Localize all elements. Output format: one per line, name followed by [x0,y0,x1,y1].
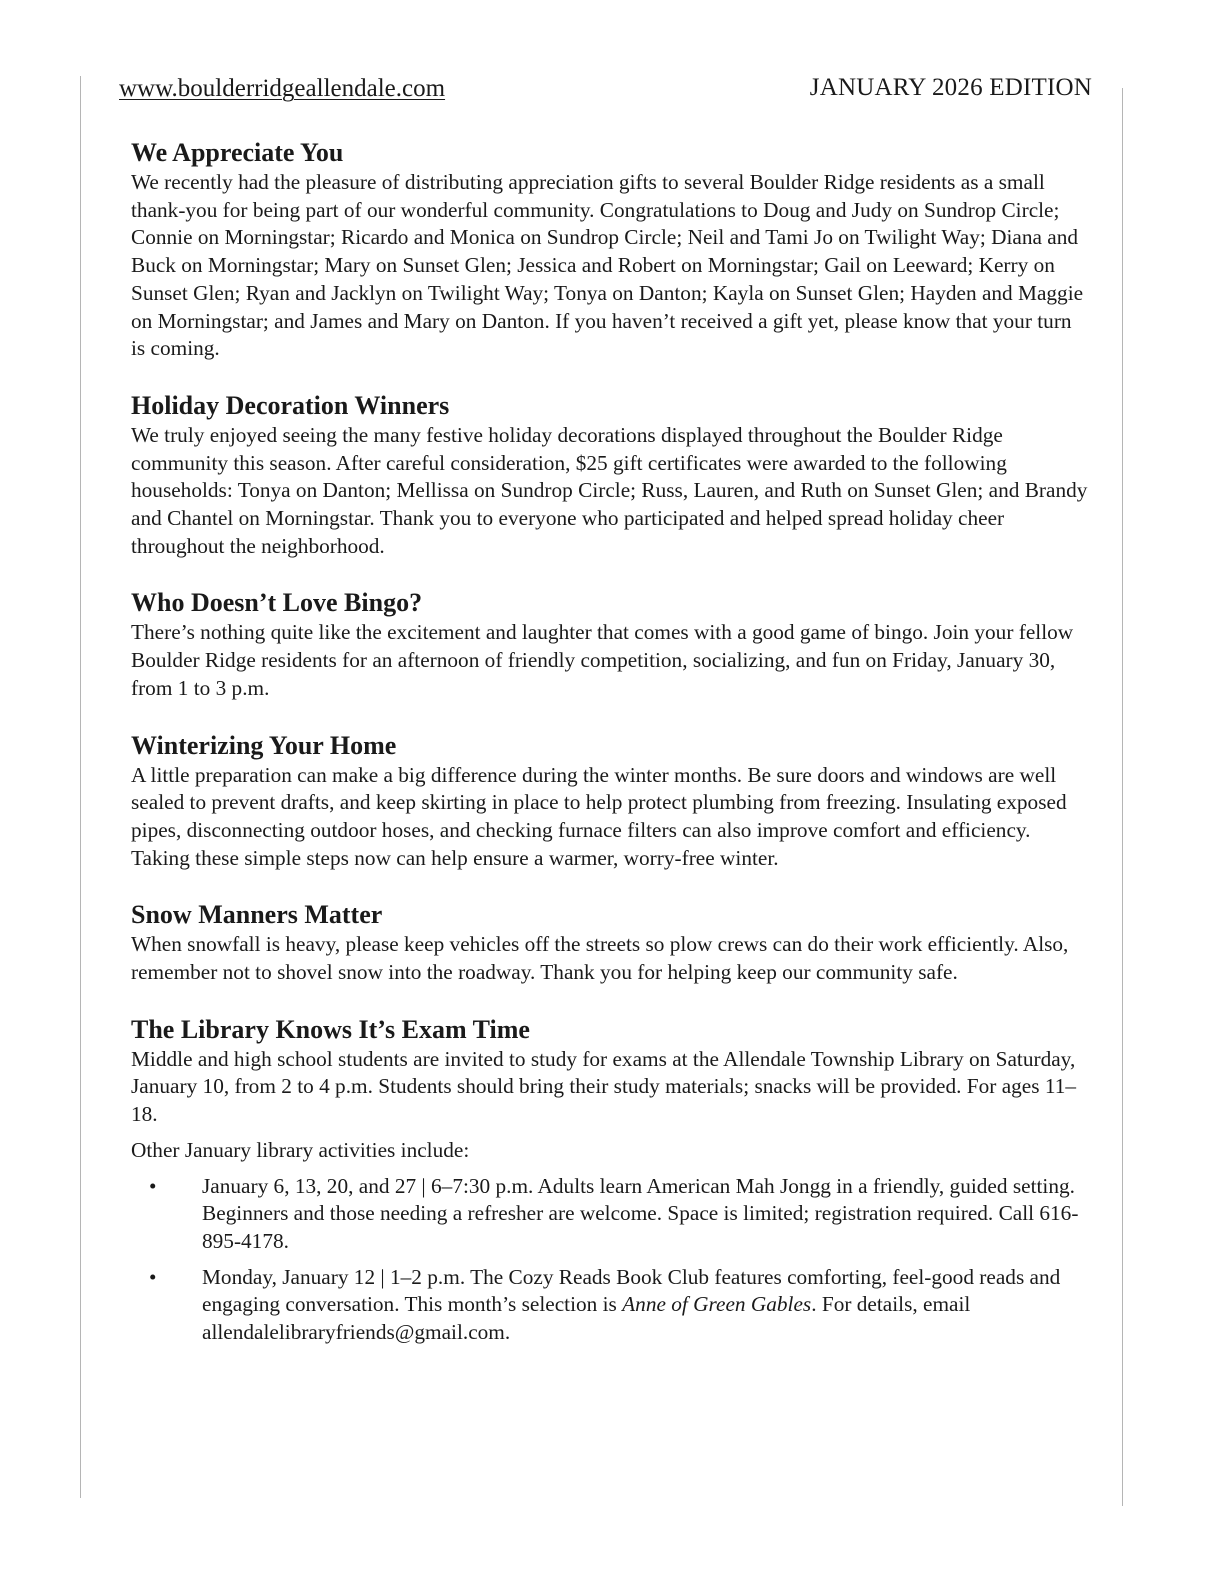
section-body: There’s nothing quite like the excitement and laughter that comes with a good game of bingo. Join your fellow Boulder Ridge residents for an afternoon of friendly competition, socializing, and fun on Friday, January 30, from 1 to 3 p.m. [131,620,1074,700]
section-library-exam-time [131,1013,1091,1347]
left-margin-rule [80,76,81,1498]
edition-label: JANUARY 2026 EDITION [809,74,1092,101]
section-title: Who Doesn’t Love Bingo? [131,588,423,618]
section-title: Holiday Decoration Winners [131,390,450,420]
section-title: The Library Knows It’s Exam Time [131,1014,530,1044]
list-item-mah-jongg [131,1173,1091,1256]
section-holiday-decoration-winners [131,389,1091,561]
section-body: We recently had the pleasure of distributing appreciation gifts to several Boulder Ridge residents as a small thank-you for being part of our wonderful community. Congratulations to Doug and Judy on Sundrop Circle; Connie on Morningstar; Ricardo and Monica on Sundrop Circle; Neil and Tami Jo on Twilight Way; Diana and Buck on Morningstar; Mary on Sunset Glen; Jessica and Robert on Morningstar; Gail on Leeward; Kerry on Sunset Glen; Ryan and Jacklyn on Twilight Way; Tonya on Danton; Kayla on Sunset Glen; Hayden and Maggie on Morningstar; and James and Mary on Danton. If you haven’t received a gift yet, please know that your turn is coming. [131,170,1084,361]
section-title: Winterizing Your Home [131,730,397,760]
right-margin-rule [1122,88,1123,1506]
section-title: Snow Manners Matter [131,900,383,930]
book-title: Anne of Green Gables [622,1292,812,1317]
section-snow-manners [131,898,1091,986]
list-item-text: January 6, 13, 20, and 27 | 6–7:30 p.m. Adults learn American Mah Jongg in a friendly, guided setting. Beginners and those needing a refresher are welcome. Space is limited; registration required. Call 616-895-4178. [202,1173,1079,1253]
list-item-text: Monday, January 12 | 1–2 p.m. The Cozy Reads Book Club features comforting, feel-good reads and engaging conversation. This month’s selection is [202,1264,1061,1317]
section-bingo [131,586,1091,702]
section-we-appreciate-you [131,136,1091,363]
library-activities-list [131,1173,1091,1347]
bullet-icon: • [149,1173,157,1198]
section-body: We truly enjoyed seeing the many festive holiday decorations displayed throughout the Boulder Ridge community this season. After careful consideration, $25 gift certificates were awarded to the following households: Tonya on Danton; Mellissa on Sundrop Circle; Russ, Lauren, and Ruth on Sunset Glen; and Brandy and Chantel on Morningstar. Thank you to everyone who participated and helped spread holiday cheer throughout the neighborhood. [131,422,1088,558]
section-title: We Appreciate You [131,138,344,167]
section-body: A little preparation can make a big difference during the winter months. Be sure doors and windows are well sealed to prevent drafts, and keep skirting in place to help protect plumbing from freezing. Insulating exposed pipes, disconnecting outdoor hoses, and checking furnace filters can also improve comfort and efficiency. Taking these simple steps now can help ensure a warmer, worry-free winter. [131,762,1067,870]
site-url-link[interactable]: www.boulderridgeallendale.com [119,75,446,102]
activities-lead-in: Other January library activities include: [131,1137,470,1162]
section-winterizing [131,729,1091,873]
section-body: When snowfall is heavy, please keep vehicles off the streets so plow crews can do their work efficiently. Also, remember not to shovel snow into the roadway. Thank you for helping keep our community safe. [131,932,1069,985]
newsletter-content [131,136,1091,1373]
list-item-book-club [131,1264,1091,1347]
list-item-text-end: . For details, email allendalelibraryfriends@gmail.com. [202,1292,971,1345]
bullet-icon: • [149,1264,157,1289]
section-body: Middle and high school students are invited to study for exams at the Allendale Township Library on Saturday, January 10, from 2 to 4 p.m. Students should bring their study materials; snacks will be provided. For ages 11–18. [131,1046,1077,1127]
